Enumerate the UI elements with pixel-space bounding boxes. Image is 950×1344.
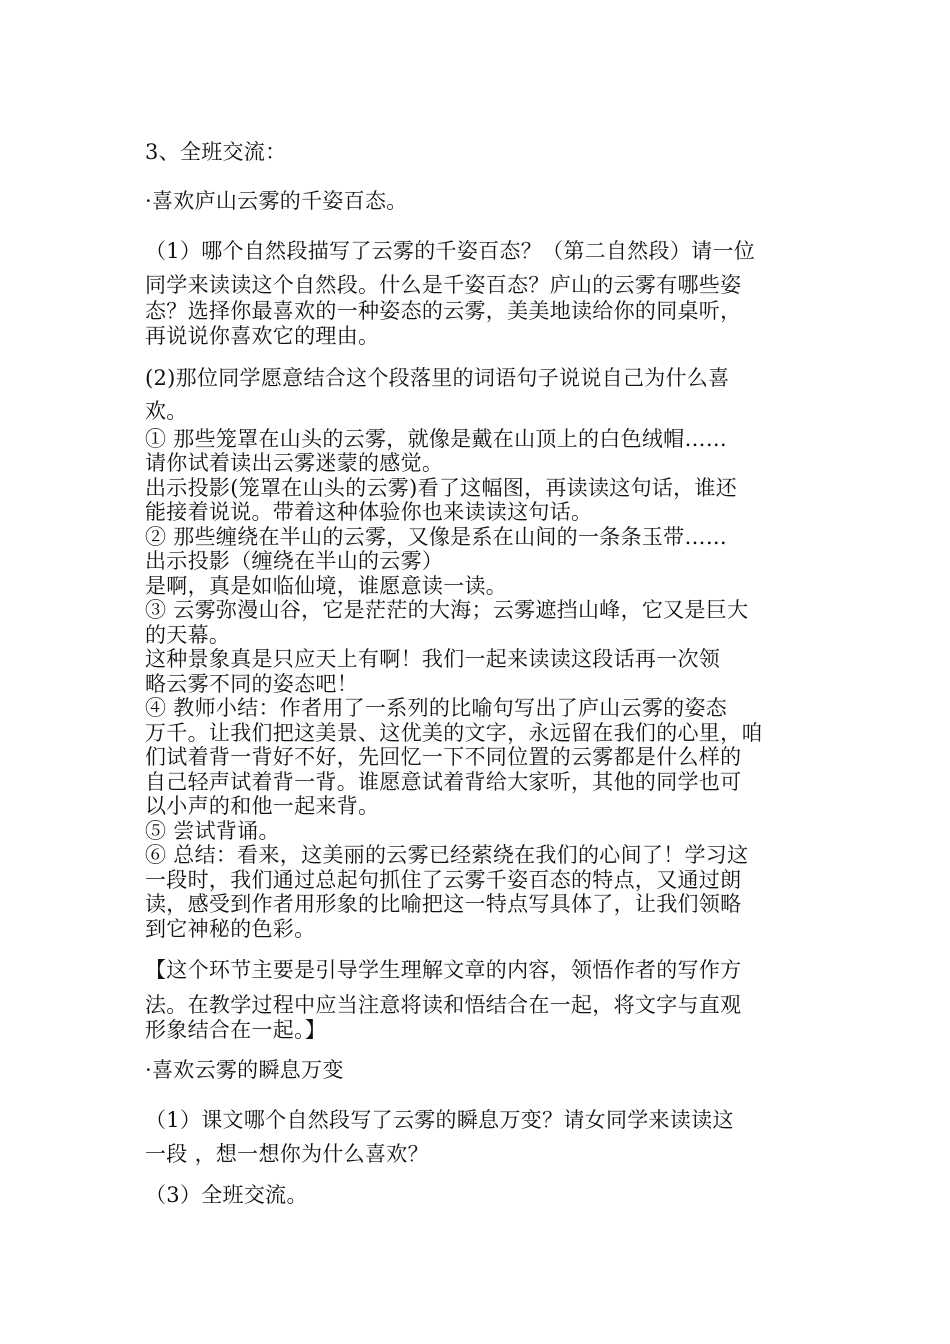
paragraph-line: 这种景象真是只应天上有啊！我们一起来读读这段话再一次领 xyxy=(145,647,721,671)
paragraph-line: 一段时，我们通过总起句抓住了云雾千姿百态的特点，又通过朗 xyxy=(145,868,742,892)
paragraph-line: 再说说你喜欢它的理由。 xyxy=(145,324,380,348)
paragraph-line: 以小声的和他一起来背。 xyxy=(145,794,380,818)
paragraph-line: 到它神秘的色彩。 xyxy=(145,917,316,941)
paragraph-line: 出示投影（缠绕在半山的云雾） xyxy=(145,549,444,573)
paragraph-line: （3）全班交流。 xyxy=(145,1183,308,1207)
paragraph-line: 态？选择你最喜欢的一种姿态的云雾，美美地读给你的同桌听， xyxy=(145,299,742,323)
paragraph-line: 一段 ，想一想你为什么喜欢？ xyxy=(145,1142,429,1166)
note-line: 形象结合在一起。】 xyxy=(145,1018,327,1042)
paragraph-line: ⑥ 总结：看来，这美丽的云雾已经萦绕在我们的心间了！学习这 xyxy=(145,843,749,867)
paragraph-line: （1）课文哪个自然段写了云雾的瞬息万变？请女同学来读读这 xyxy=(145,1108,734,1132)
paragraph-line: 们试着背一背好不好，先回忆一下不同位置的云雾都是什么样的 xyxy=(145,745,742,769)
subsection-heading: ·喜欢云雾的瞬息万变 xyxy=(145,1058,344,1082)
paragraph-line: 能接着说说。带着这种体验你也来读读这句话。 xyxy=(145,500,593,524)
paragraph-line: （1）哪个自然段描写了云雾的千姿百态？（第二自然段）请一位 xyxy=(145,239,756,263)
paragraph-line: 自己轻声试着背一背。谁愿意试着背给大家听，其他的同学也可 xyxy=(145,770,742,794)
paragraph-line: ① 那些笼罩在山头的云雾，就像是戴在山顶上的白色绒帽…… xyxy=(145,427,728,451)
paragraph-line: ④ 教师小结：作者用了一系列的比喻句写出了庐山云雾的姿态 xyxy=(145,696,728,720)
paragraph-line: (2)那位同学愿意结合这个段落里的词语句子说说自己为什么喜 xyxy=(145,366,730,390)
paragraph-line: 略云雾不同的姿态吧！ xyxy=(145,672,358,696)
paragraph-line: 同学来读读这个自然段。什么是千姿百态？庐山的云雾有哪些姿 xyxy=(145,273,742,297)
paragraph-line: 是啊，真是如临仙境，谁愿意读一读。 xyxy=(145,574,508,598)
paragraph-line: ⑤ 尝试背诵。 xyxy=(145,819,280,843)
paragraph-line: ③ 云雾弥漫山谷，它是茫茫的大海；云雾遮挡山峰，它又是巨大 xyxy=(145,598,749,622)
paragraph-line: 的天幕。 xyxy=(145,623,231,647)
paragraph-line: 读，感受到作者用形象的比喻把这一特点写具体了，让我们领略 xyxy=(145,892,742,916)
section-heading: 3、全班交流： xyxy=(145,140,287,164)
note-line: 法。在教学过程中应当注意将读和悟结合在一起，将文字与直观 xyxy=(145,993,742,1017)
paragraph-line: ② 那些缠绕在半山的云雾，又像是系在山间的一条条玉带…… xyxy=(145,525,728,549)
paragraph-line: 万千。让我们把这美景、这优美的文字，永远留在我们的心里，咱 xyxy=(145,721,763,745)
paragraph-line: 出示投影(笼罩在山头的云雾)看了这幅图，再读读这句话，谁还 xyxy=(145,476,738,500)
note-line: 【这个环节主要是引导学生理解文章的内容，领悟作者的写作方 xyxy=(145,958,742,982)
paragraph-line: 请你试着读出云雾迷蒙的感觉。 xyxy=(145,451,444,475)
paragraph-line: 欢。 xyxy=(145,399,188,423)
subsection-heading: ·喜欢庐山云雾的千姿百态。 xyxy=(145,189,408,213)
